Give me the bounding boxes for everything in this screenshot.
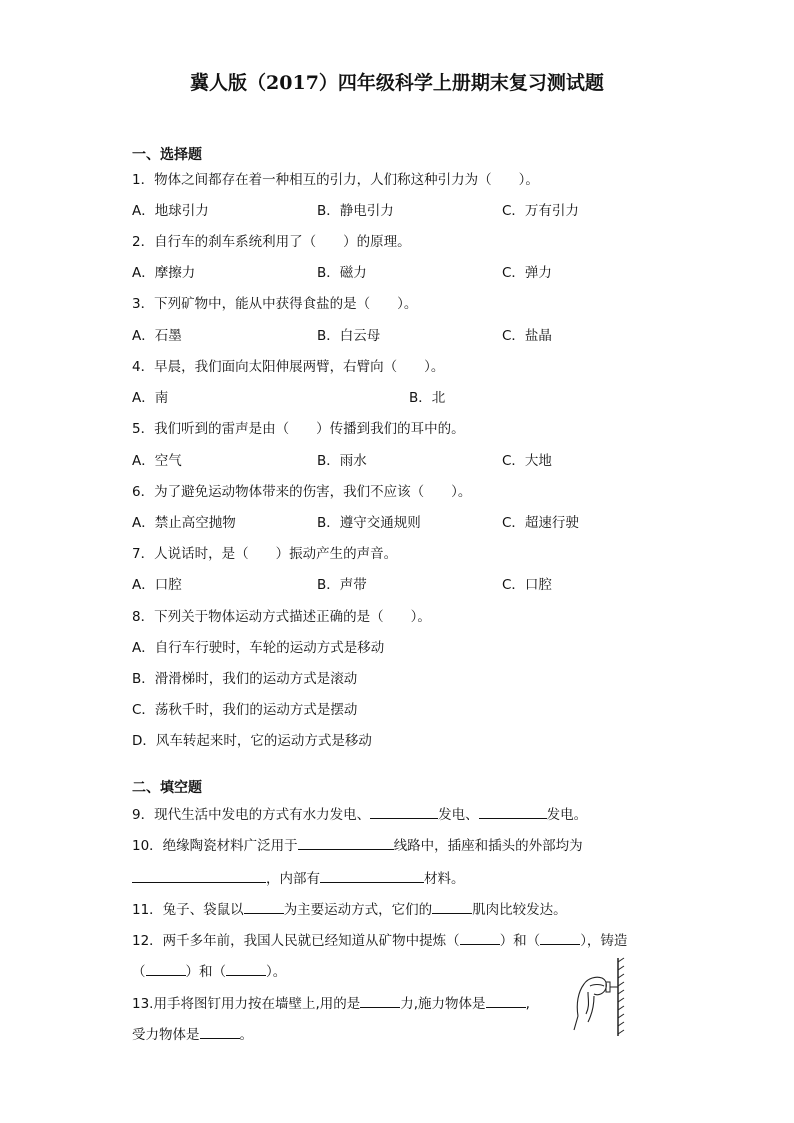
q12-text-a: 12．两千多年前，我国人民就已经知道从矿物中提炼（ xyxy=(132,933,460,949)
q8-option-c: C．荡秋千时，我们的运动方式是摆动 xyxy=(132,702,358,718)
q3-option-b: B．白云母 xyxy=(317,328,381,344)
q2-option-c: C．弹力 xyxy=(502,265,552,281)
question-10-cont xyxy=(132,868,465,889)
q7-option-b: B．声带 xyxy=(317,577,367,593)
question-12-cont xyxy=(132,961,286,982)
q11-blank-1[interactable] xyxy=(244,899,284,914)
question-7: 7．人说话时，是（ ）振动产生的声音。 xyxy=(132,546,398,562)
q13-text-a: 13.用手将图钉用力按在墙壁上,用的是 xyxy=(132,996,361,1012)
question-13-cont xyxy=(132,1024,253,1045)
question-5: 5．我们听到的雷声是由（ ）传播到我们的耳中的。 xyxy=(132,421,465,437)
question-11 xyxy=(132,899,567,920)
question-10 xyxy=(132,835,583,856)
q7-option-a: A．口腔 xyxy=(132,577,182,593)
q13-text-d: 受力物体是 xyxy=(132,1027,200,1043)
question-2: 2．自行车的刹车系统利用了（ ）的原理。 xyxy=(132,234,411,250)
question-6: 6．为了避免运动物体带来的伤害，我们不应该（ ）。 xyxy=(132,484,472,500)
q12-text-f: ）。 xyxy=(266,964,287,980)
q9-text-c: 发电。 xyxy=(546,807,588,823)
q2-option-b: B．磁力 xyxy=(317,265,367,281)
q5-option-a: A．空气 xyxy=(132,453,182,469)
q10-text-d: 材料。 xyxy=(424,871,465,887)
q8-option-b: B．滑滑梯时，我们的运动方式是滚动 xyxy=(132,671,358,687)
q13-blank-2[interactable] xyxy=(486,993,526,1008)
q13-text-c: , xyxy=(525,996,530,1012)
q10-blank-2[interactable] xyxy=(132,868,266,883)
q6-option-a: A．禁止高空抛物 xyxy=(132,515,236,531)
q3-option-c: C．盐晶 xyxy=(502,328,552,344)
q6-option-b: B．遵守交通规则 xyxy=(317,515,421,531)
q12-blank-3[interactable] xyxy=(146,961,186,976)
q12-text-c: ），铸造 xyxy=(580,933,628,949)
q6-option-c: C．超速行驶 xyxy=(502,515,579,531)
q5-option-c: C．大地 xyxy=(502,453,552,469)
q9-text-a: 9．现代生活中发电的方式有水力发电、 xyxy=(132,807,371,823)
section-heading-fill: 二、填空题 xyxy=(132,780,202,796)
hand-icon xyxy=(574,977,606,1030)
q10-blank-1[interactable] xyxy=(298,835,394,850)
wall-icon xyxy=(618,958,624,1036)
q2-option-a: A．摩擦力 xyxy=(132,265,196,281)
q8-option-a: A．自行车行驶时，车轮的运动方式是移动 xyxy=(132,640,385,656)
q13-blank-3[interactable] xyxy=(200,1024,240,1039)
q9-blank-2[interactable] xyxy=(479,804,547,819)
q10-text-c: ，内部有 xyxy=(266,871,320,887)
q12-text-e: ）和（ xyxy=(185,964,226,980)
q12-blank-1[interactable] xyxy=(460,930,500,945)
q1-option-b: B．静电引力 xyxy=(317,203,394,219)
q12-blank-2[interactable] xyxy=(540,930,580,945)
q10-blank-3[interactable] xyxy=(320,868,424,883)
question-13 xyxy=(132,993,530,1014)
q5-option-b: B．雨水 xyxy=(317,453,367,469)
q13-blank-1[interactable] xyxy=(360,993,400,1008)
thumbtack-icon xyxy=(606,982,618,992)
q9-blank-1[interactable] xyxy=(370,804,438,819)
question-3: 3．下列矿物中，能从中获得食盐的是（ ）。 xyxy=(132,296,418,312)
q12-blank-4[interactable] xyxy=(226,961,266,976)
hand-pressing-pin-illustration xyxy=(568,956,628,1038)
q11-blank-2[interactable] xyxy=(432,899,472,914)
q1-option-a: A．地球引力 xyxy=(132,203,209,219)
question-4: 4．早晨，我们面向太阳伸展两臂，右臂向（ ）。 xyxy=(132,359,445,375)
q11-text-a: 11．兔子、袋鼠以 xyxy=(132,902,244,918)
q12-text-b: ）和（ xyxy=(499,933,541,949)
page-title: 冀人版（2017）四年级科学上册期末复习测试题 xyxy=(190,72,604,94)
q12-text-d: （ xyxy=(132,964,146,980)
q1-option-c: C．万有引力 xyxy=(502,203,579,219)
q9-text-b: 发电、 xyxy=(438,807,479,823)
q4-option-a: A．南 xyxy=(132,390,169,406)
q10-text-b: 线路中，插座和插头的外部均为 xyxy=(393,838,583,854)
q7-option-c: C．口腔 xyxy=(502,577,552,593)
q13-text-e: 。 xyxy=(239,1027,253,1043)
question-12 xyxy=(132,930,627,951)
question-9 xyxy=(132,804,587,825)
q3-option-a: A．石墨 xyxy=(132,328,182,344)
q4-option-b: B．北 xyxy=(409,390,446,406)
q11-text-b: 为主要运动方式，它们的 xyxy=(283,902,433,918)
q11-text-c: 肌肉比较发达。 xyxy=(472,902,567,918)
question-1: 1．物体之间都存在着一种相互的引力，人们称这种引力为（ ）。 xyxy=(132,172,539,188)
q13-text-b: 力,施力物体是 xyxy=(400,996,486,1012)
q8-option-d: D．风车转起来时，它的运动方式是移动 xyxy=(132,733,372,749)
question-8: 8．下列关于物体运动方式描述正确的是（ ）。 xyxy=(132,609,431,625)
q10-text-a: 10．绝缘陶瓷材料广泛用于 xyxy=(132,838,298,854)
section-heading-choice: 一、选择题 xyxy=(132,147,202,163)
